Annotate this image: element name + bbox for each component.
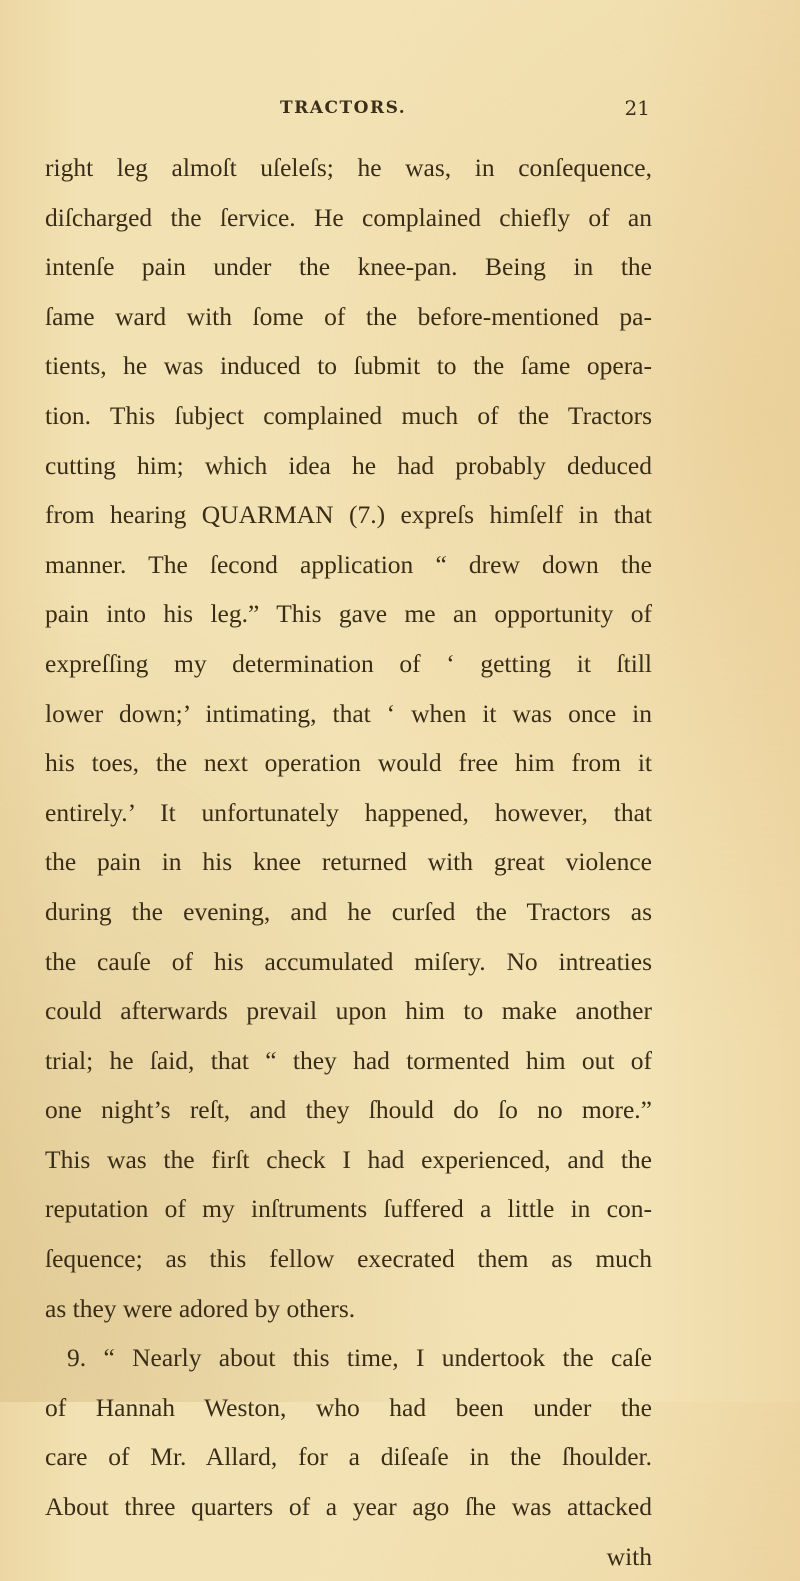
text-line: could afterwards prevail upon him to make another	[45, 996, 652, 1026]
text-line: trial; he ſaid, that “ they had tormented him out of	[45, 1045, 652, 1075]
text-line: pain into his leg.” This gave me an opportunity of	[45, 599, 652, 629]
text-line: intenſe pain under the knee-pan. Being in the	[45, 252, 652, 282]
page-number: 21	[624, 96, 650, 120]
text-line: cutting him; which idea he had probably deduced	[45, 450, 652, 480]
text-line: tients, he was induced to ſubmit to the ſame opera-	[45, 351, 652, 381]
text-line: manner. The ſecond application “ drew down the	[45, 549, 652, 579]
text-line: of Hannah Weston, who had been under the	[45, 1392, 652, 1422]
text-line: the pain in his knee returned with great violence	[45, 847, 652, 877]
body-text	[45, 143, 652, 1581]
text-line: from hearing QUARMAN (7.) expreſs himſelf in that	[45, 500, 652, 530]
text-line: the cauſe of his accumulated miſery. No intreaties	[45, 946, 652, 976]
text-line: entirely.’ It unfortunately happened, however, that	[45, 797, 652, 827]
text-line: About three quarters of a year ago ſhe was attacked	[45, 1492, 652, 1522]
text-line: right leg almoſt uſeleſs; he was, in conſequence,	[45, 153, 652, 182]
text-line: during the evening, and he curſed the Tractors as	[45, 896, 652, 926]
text-line: expreſſing my determination of ‘ getting it ſtill	[45, 648, 652, 678]
text-line: as they were adored by others.	[45, 1293, 356, 1323]
running-title: TRACTORS.	[280, 98, 407, 118]
text-line: This was the firſt check I had experienced, and the	[45, 1144, 652, 1174]
text-line: tion. This ſubject complained much of the Tractors	[45, 400, 652, 430]
text-line: ſequence; as this fellow execrated them as much	[45, 1244, 652, 1274]
text-line: care of Mr. Allard, for a diſeaſe in the ſhoulder.	[45, 1442, 652, 1472]
text-line: lower down;’ intimating, that ‘ when it was once in	[45, 698, 652, 728]
paragraph-start-line: 9. “ Nearly about this time, I undertook the caſe	[67, 1343, 652, 1373]
text-line: one night’s reſt, and they ſhould do ſo no more.”	[45, 1095, 652, 1125]
text-line: his toes, the next operation would free him from it	[45, 748, 652, 778]
catchword: with	[606, 1541, 652, 1571]
text-line: reputation of my inſtruments ſuffered a little in con-	[45, 1194, 652, 1224]
text-line: diſcharged the ſervice. He complained chiefly of an	[45, 202, 652, 232]
running-head	[280, 98, 650, 128]
text-line: ſame ward with ſome of the before-mentioned pa-	[45, 301, 652, 331]
